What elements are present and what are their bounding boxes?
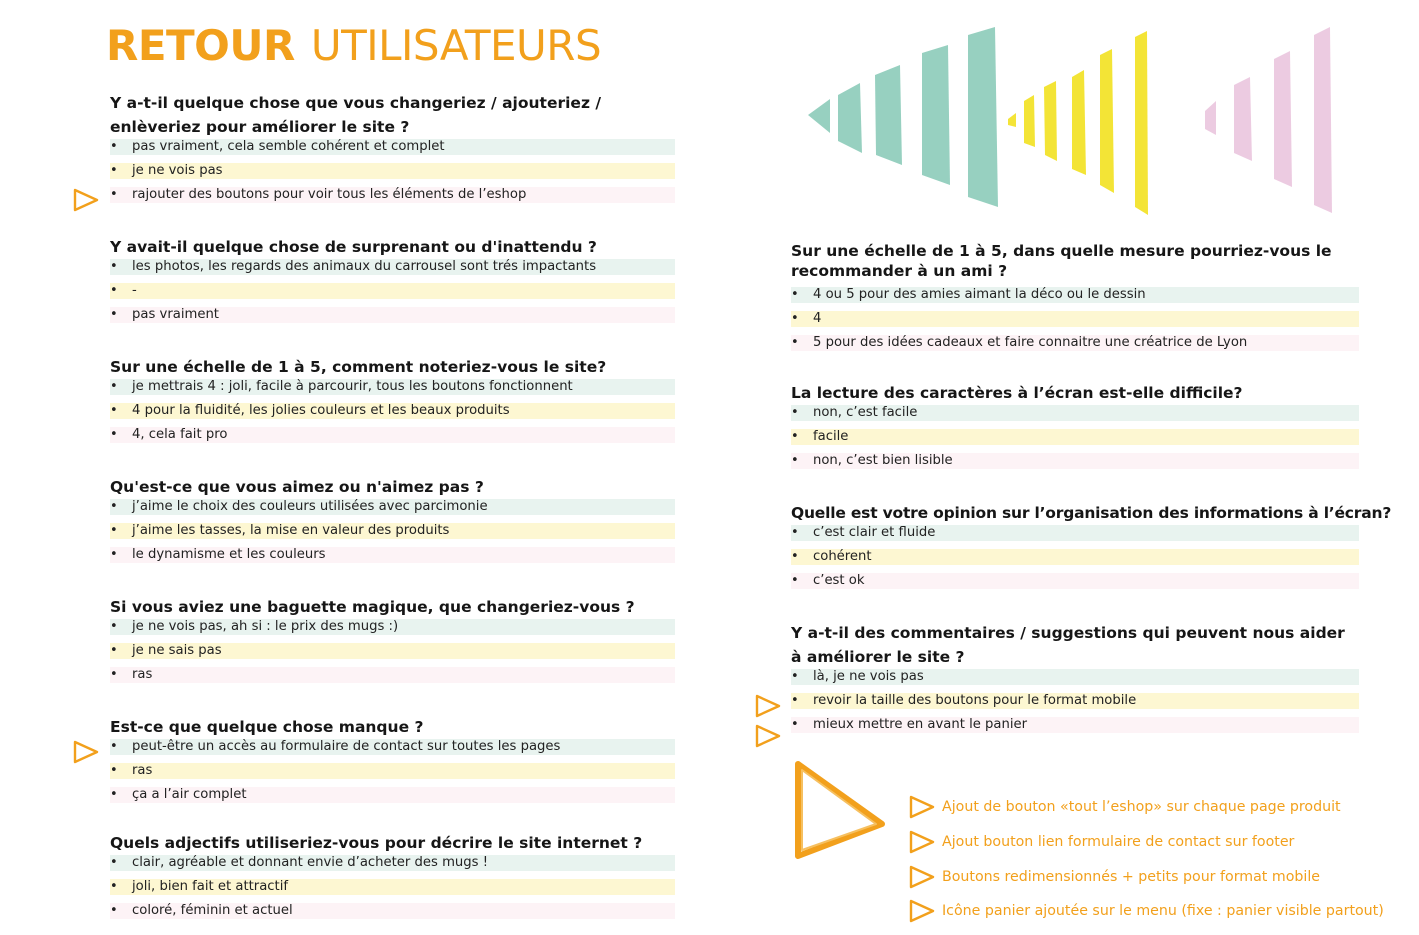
triangle-marker-icon — [908, 829, 936, 855]
answer: • je ne sais pas — [110, 643, 675, 659]
answer: • 4 ou 5 pour des amies aimant la déco ou le dessin — [791, 287, 1359, 303]
answer: • peut-être un accès au formulaire de contact sur toutes les pages — [110, 739, 675, 755]
answer: • pas vraiment — [110, 307, 675, 323]
left-section-5 — [110, 595, 675, 683]
summary-text: Ajout bouton lien formulaire de contact sur footer — [942, 833, 1295, 850]
pink-striped-triangle — [1205, 27, 1332, 213]
answer: • rajouter des boutons pour voir tous les éléments de l’eshop — [110, 187, 675, 203]
triangle-marker-icon — [908, 794, 936, 820]
summary-item — [908, 864, 1388, 890]
answer: • 4, cela fait pro — [110, 427, 675, 443]
triangle-marker-icon — [72, 739, 100, 765]
summary-item — [908, 829, 1388, 855]
answer: • pas vraiment, cela semble cohérent et complet — [110, 139, 675, 155]
question: Y avait-il quelque chose de surprenant ou d'inattendu ? — [110, 238, 597, 256]
triangle-marker-icon — [754, 693, 782, 719]
summary-text: Icône panier ajoutée sur le menu (fixe : panier visible partout) — [942, 903, 1384, 920]
answer: • les photos, les regards des animaux du carrousel sont trés impactants — [110, 259, 675, 275]
title-light: UTILISATEURS — [310, 21, 602, 70]
page-title — [106, 20, 601, 72]
answer: • mieux mettre en avant le panier — [791, 717, 1359, 733]
answer: • non, c’est bien lisible — [791, 453, 1359, 469]
summary-list — [908, 794, 1388, 933]
answer: • revoir la taille des boutons pour le format mobile — [791, 693, 1359, 709]
question: Sur une échelle de 1 à 5, dans quelle mesure pourriez-vous le recommander à un ami ? — [791, 242, 1332, 280]
teal-striped-triangle — [808, 27, 998, 207]
question: Quels adjectifs utiliseriez-vous pour décrire le site internet ? — [110, 834, 643, 852]
answer: • je ne vois pas — [110, 163, 675, 179]
left-section-3 — [110, 355, 675, 443]
answer: • j’aime les tasses, la mise en valeur des produits — [110, 523, 675, 539]
left-section-1 — [110, 91, 675, 203]
answer: • le dynamisme et les couleurs — [110, 547, 675, 563]
question: Sur une échelle de 1 à 5, comment noteriez-vous le site? — [110, 358, 607, 376]
answer: • je mettrais 4 : joli, facile à parcourir, tous les boutons fonctionnent — [110, 379, 675, 395]
right-section-4 — [791, 621, 1359, 733]
answer: • c’est clair et fluide — [791, 525, 1359, 541]
triangle-marker-icon — [754, 723, 782, 749]
answer: • là, je ne vois pas — [791, 669, 1359, 685]
answer: • 4 pour la fluidité, les jolies couleurs et les beaux produits — [110, 403, 675, 419]
title-bold: RETOUR — [106, 21, 295, 70]
left-section-2 — [110, 235, 675, 323]
answer: • facile — [791, 429, 1359, 445]
decorative-triangles — [800, 15, 1360, 230]
right-section-3 — [791, 501, 1392, 589]
answer: • ras — [110, 763, 675, 779]
answer: • joli, bien fait et attractif — [110, 879, 675, 895]
left-section-6 — [110, 715, 675, 803]
right-section-1 — [791, 241, 1359, 351]
question: Si vous aviez une baguette magique, que changeriez-vous ? — [110, 598, 635, 616]
summary-item — [908, 794, 1388, 820]
right-section-2 — [791, 381, 1359, 469]
question: Qu'est-ce que vous aimez ou n'aimez pas ? — [110, 478, 484, 496]
summary-text: Boutons redimensionnés + petits pour format mobile — [942, 868, 1320, 885]
left-section-7 — [110, 831, 675, 919]
answer: • ça a l’air complet — [110, 787, 675, 803]
triangle-marker-icon — [72, 187, 100, 213]
answer: • je ne vois pas, ah si : le prix des mugs :) — [110, 619, 675, 635]
answer: • ras — [110, 667, 675, 683]
summary-text: Ajout de bouton «tout l’eshop» sur chaque page produit — [942, 799, 1341, 815]
answer: • j’aime le choix des couleurs utilisées avec parcimonie — [110, 499, 675, 515]
yellow-striped-triangle — [1008, 31, 1148, 215]
summary-item — [908, 898, 1388, 924]
answer: • - — [110, 283, 675, 299]
answer: • cohérent — [791, 549, 1359, 565]
question: Y a-t-il quelque chose que vous changeriez / ajouteriez / enlèveriez pour améliorer le site ? — [110, 94, 602, 136]
answer: • non, c’est facile — [791, 405, 1359, 421]
left-section-4 — [110, 475, 675, 563]
large-triangle-icon — [790, 756, 890, 864]
question: Y a-t-il des commentaires / suggestions qui peuvent nous aider à améliorer le site ? — [791, 624, 1345, 666]
answer: • clair, agréable et donnant envie d’acheter des mugs ! — [110, 855, 675, 871]
question: La lecture des caractères à l’écran est-elle difficile? — [791, 384, 1243, 402]
answer: • c’est ok — [791, 573, 1359, 589]
triangle-marker-icon — [908, 898, 936, 924]
answer: • 4 — [791, 311, 1359, 327]
question: Quelle est votre opinion sur l’organisation des informations à l’écran? — [791, 504, 1392, 522]
triangle-marker-icon — [908, 864, 936, 890]
question: Est-ce que quelque chose manque ? — [110, 718, 424, 736]
answer: • coloré, féminin et actuel — [110, 903, 675, 919]
answer: • 5 pour des idées cadeaux et faire connaitre une créatrice de Lyon — [791, 335, 1359, 351]
